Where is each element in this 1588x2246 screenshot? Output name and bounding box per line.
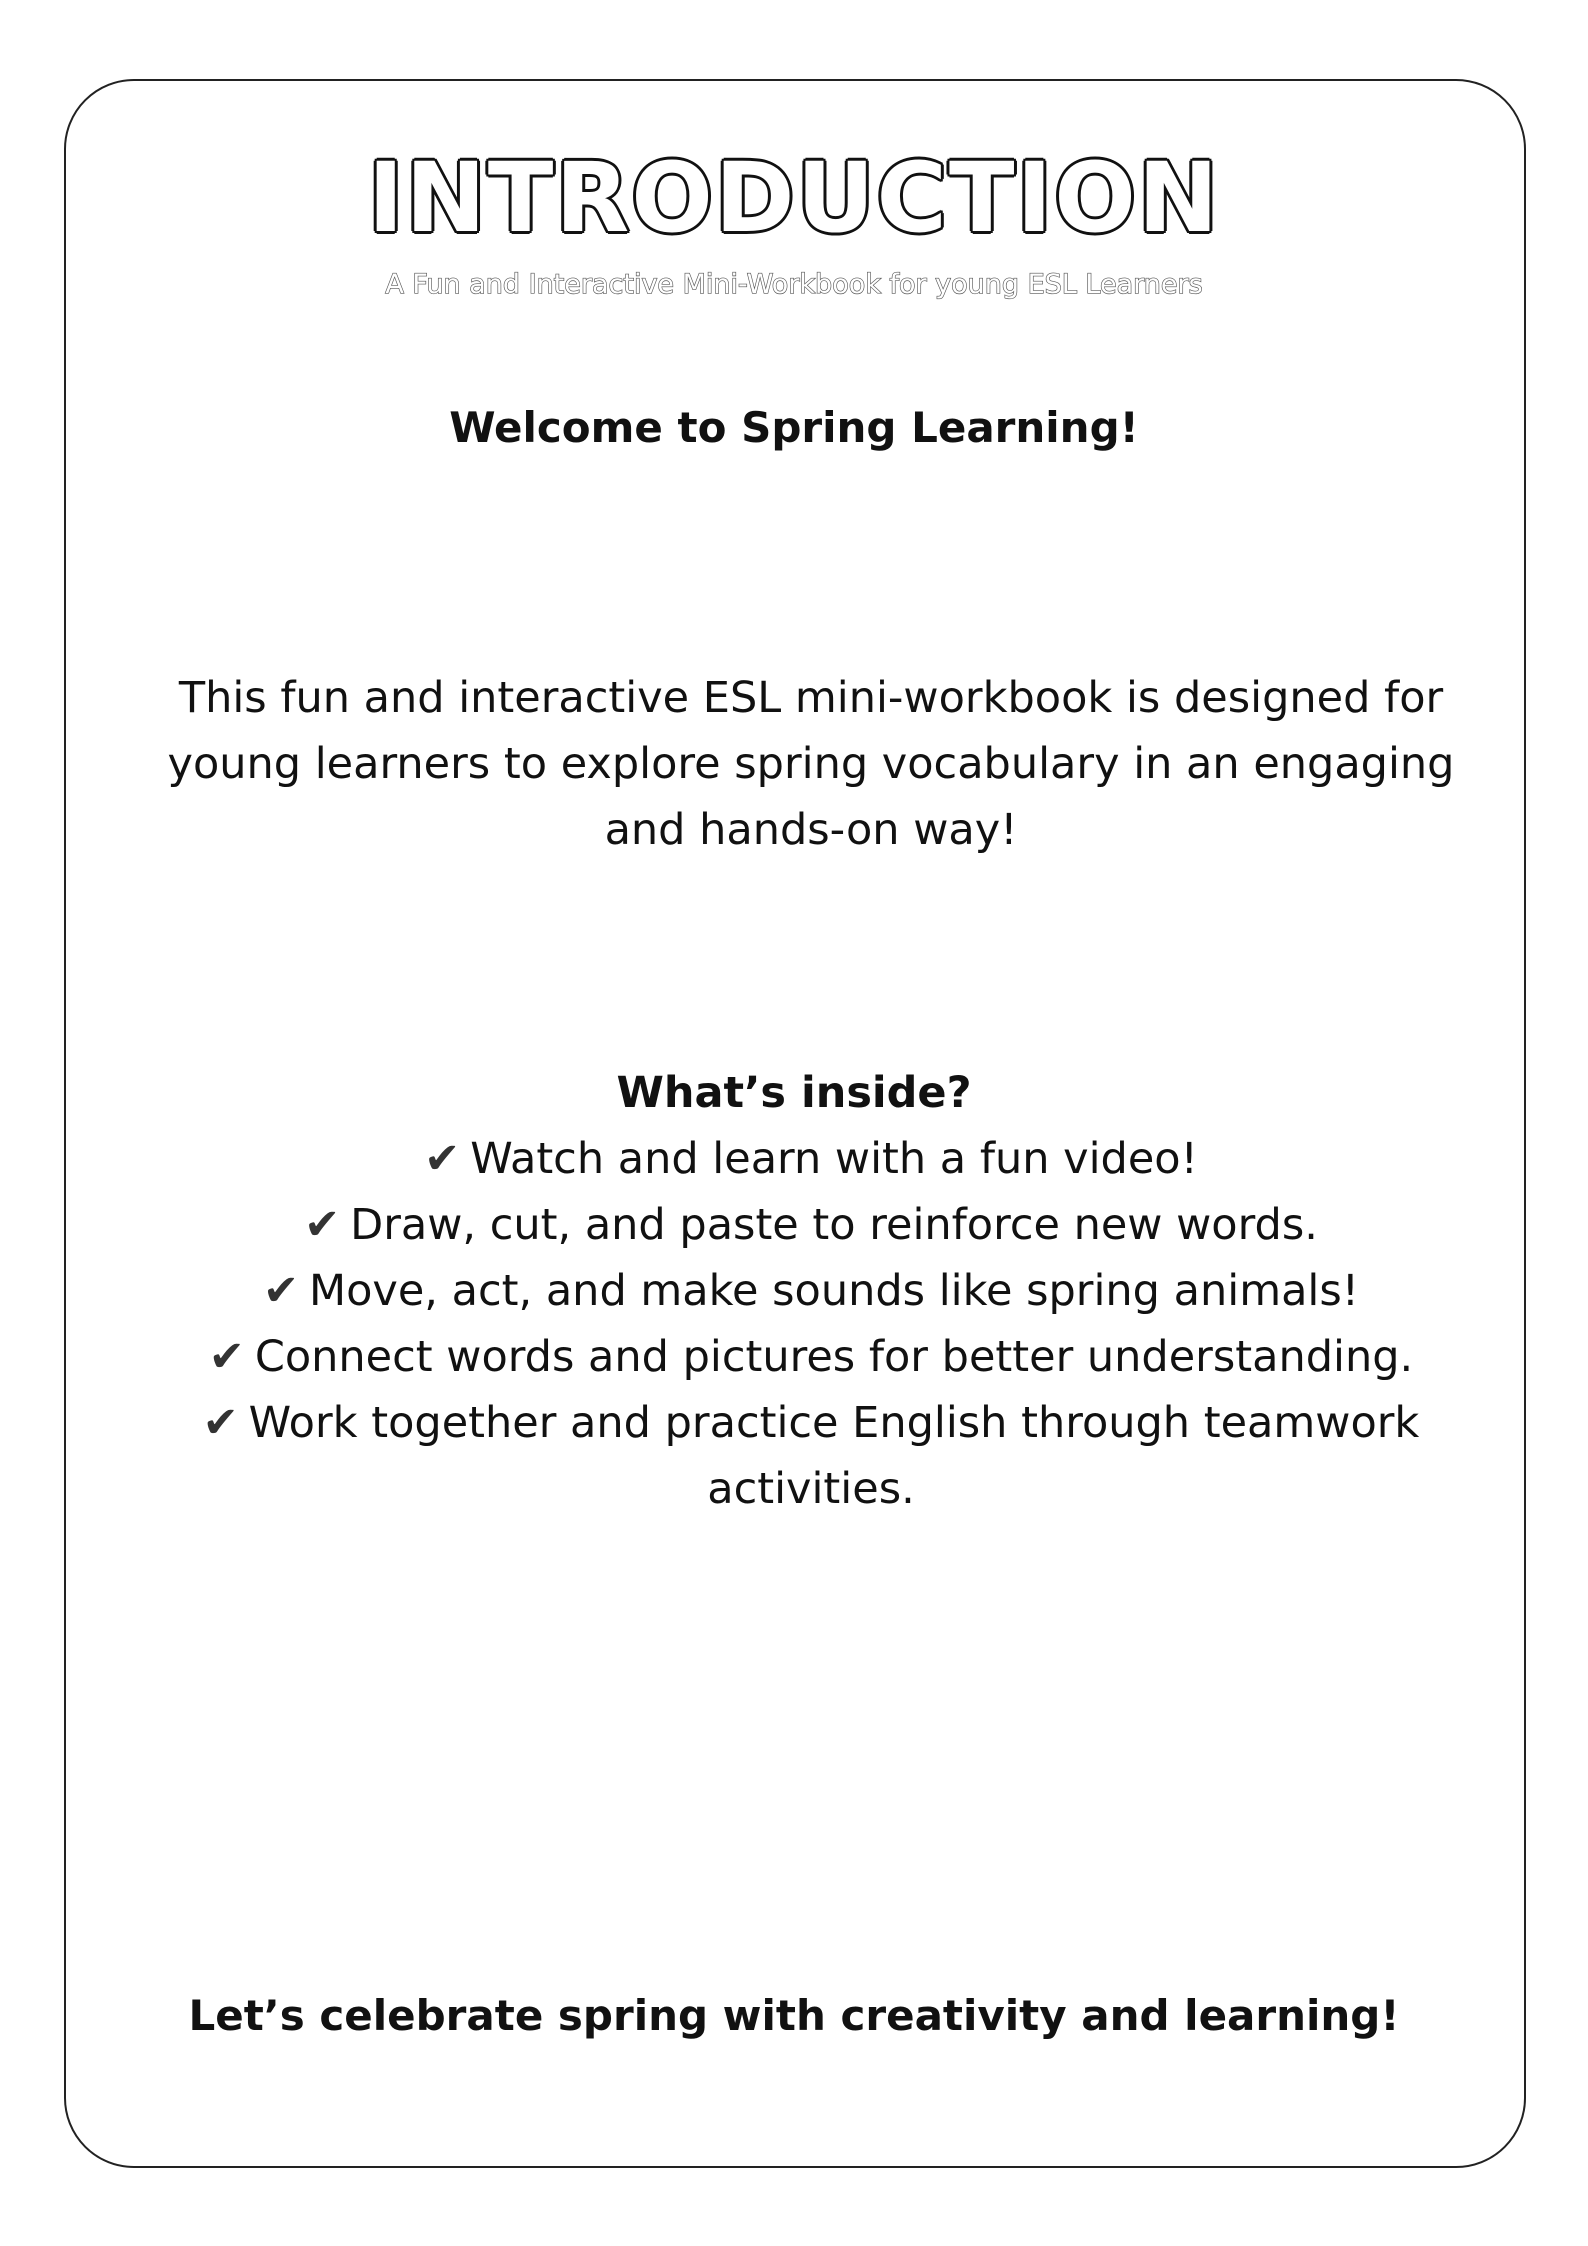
list-item-text: Connect words and pictures for better understanding.: [254, 1332, 1414, 1382]
checkmark-icon: ✔: [208, 1332, 245, 1382]
checkmark-icon: ✔: [202, 1398, 239, 1448]
list-item-text: Watch and learn with a fun video!: [470, 1134, 1198, 1184]
checkmark-icon: ✔: [304, 1200, 341, 1250]
list-item: [150, 1324, 1472, 1390]
list-item: [150, 1126, 1472, 1192]
checkmark-icon: ✔: [262, 1266, 299, 1316]
list-item: [150, 1258, 1472, 1324]
closing-message: Let’s celebrate spring with creativity and learning!: [188, 1991, 1400, 2040]
whats-inside-list: [150, 1126, 1472, 1522]
list-item: [150, 1390, 1472, 1522]
list-item-text: Move, act, and make sounds like spring animals!: [309, 1266, 1360, 1316]
checkmark-icon: ✔: [424, 1134, 461, 1184]
welcome-heading: Welcome to Spring Learning!: [449, 403, 1139, 452]
page-title: INTRODUCTION: [367, 142, 1221, 254]
page-subtitle: A Fun and Interactive Mini-Workbook for young ESL Learners: [385, 269, 1203, 300]
list-item: [150, 1192, 1472, 1258]
title-container: [0, 142, 1588, 254]
intro-paragraph: This fun and interactive ESL mini-workbook is designed for young learners to explore spring vocabulary in an engaging and hands-on way!: [167, 673, 1455, 855]
list-item-text: Work together and practice English through teamwork activities.: [248, 1398, 1420, 1514]
whats-inside-heading: What’s inside?: [616, 1068, 972, 1118]
list-item-text: Draw, cut, and paste to reinforce new words.: [350, 1200, 1318, 1250]
